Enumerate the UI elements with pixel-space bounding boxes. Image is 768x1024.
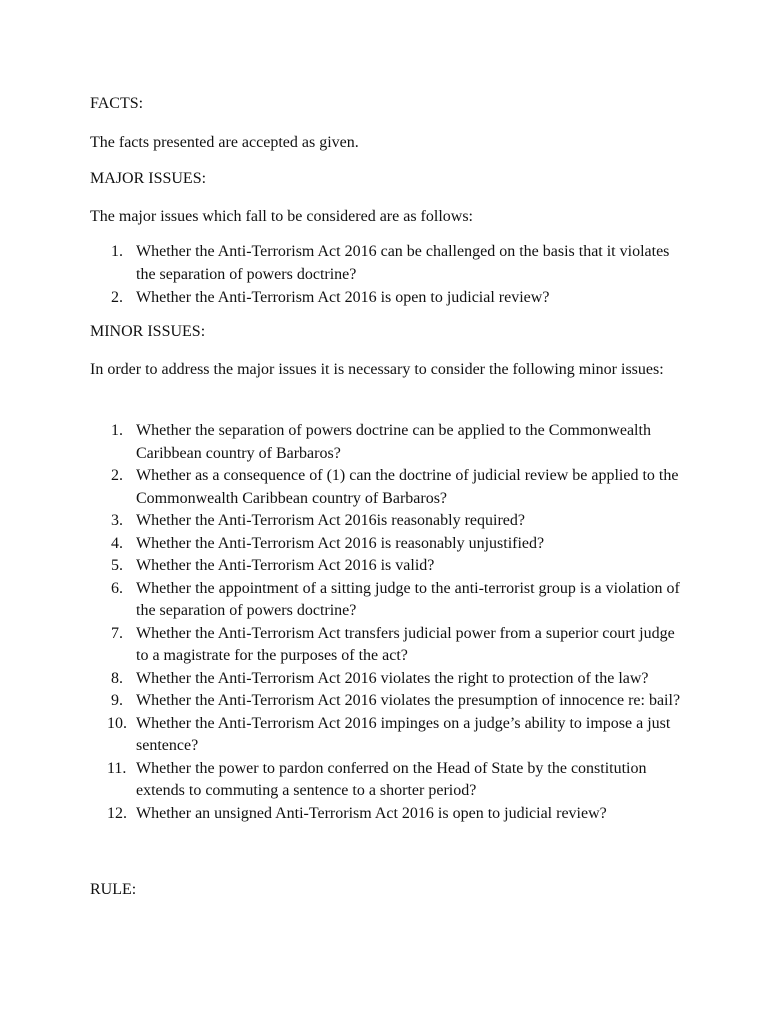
- facts-text: The facts presented are accepted as given.: [90, 134, 359, 151]
- list-item: [90, 465, 690, 510]
- list-item: [90, 690, 690, 713]
- list-item: [90, 286, 690, 309]
- minor-issues-heading: MINOR ISSUES:: [90, 323, 206, 340]
- list-item-number: 3.: [111, 512, 123, 529]
- major-issues-heading: MAJOR ISSUES:: [90, 170, 207, 187]
- list-item-number: 8.: [111, 669, 123, 687]
- list-item-number: 11.: [107, 759, 127, 777]
- list-item-text: Whether the Anti-Terrorism Act 2016is reasonably required?: [136, 512, 525, 529]
- list-item-text: Whether the Anti-Terrorism Act 2016 is reasonably unjustified?: [136, 534, 545, 552]
- list-item-text: Whether the Anti-Terrorism Act transfers judicial power from a superior court judge to a magistrate for the purposes of the act?: [136, 624, 675, 664]
- list-item-number: 12.: [107, 804, 127, 822]
- list-item-number: 9.: [111, 692, 123, 709]
- list-item: [90, 240, 690, 286]
- list-item-number: 6.: [111, 579, 123, 597]
- facts-heading: FACTS:: [90, 95, 144, 112]
- list-item: [90, 420, 690, 465]
- list-item-number: 10.: [107, 714, 127, 732]
- major-issues-intro: The major issues which fall to be considered are as follows:: [90, 208, 473, 225]
- list-item: [90, 533, 690, 556]
- list-item-text: Whether the Anti-Terrorism Act 2016 is open to judicial review?: [136, 289, 550, 306]
- list-item-number: 7.: [111, 624, 123, 642]
- list-item: [90, 758, 690, 803]
- list-item-text: Whether the Anti-Terrorism Act 2016 violates the presumption of innocence re: bail?: [136, 692, 681, 709]
- list-item: [90, 555, 690, 578]
- list-item-number: 5.: [111, 557, 123, 574]
- rule-heading: RULE:: [90, 881, 137, 898]
- list-item-text: Whether the Anti-Terrorism Act 2016 can be challenged on the basis that it violates the separation of powers doctrine?: [136, 243, 670, 283]
- minor-issues-list: [90, 420, 690, 825]
- minor-issues-intro: In order to address the major issues it is necessary to consider the following minor issues:: [90, 361, 664, 378]
- list-item-text: Whether the Anti-Terrorism Act 2016 impinges on a judge’s ability to impose a just sentence?: [136, 714, 671, 754]
- list-item: [90, 803, 690, 826]
- list-item-text: Whether the Anti-Terrorism Act 2016 violates the right to protection of the law?: [136, 669, 649, 687]
- list-item: [90, 713, 690, 758]
- list-item-number: 1.: [111, 422, 123, 439]
- list-item-number: 4.: [111, 534, 123, 552]
- list-item-number: 2.: [111, 289, 123, 306]
- list-item-text: Whether the Anti-Terrorism Act 2016 is valid?: [136, 557, 435, 574]
- list-item: [90, 668, 690, 691]
- list-item-text: Whether the power to pardon conferred on the Head of State by the constitution extends to commuting a sentence to a shorter period?: [136, 759, 647, 799]
- list-item-text: Whether the appointment of a sitting judge to the anti-terrorist group is a violation of the separation of powers doctrine?: [136, 579, 680, 619]
- list-item: [90, 623, 690, 668]
- major-issues-list: [90, 240, 690, 309]
- list-item: [90, 578, 690, 623]
- list-item-text: Whether the separation of powers doctrine can be applied to the Commonwealth Caribbean country of Barbaros?: [136, 422, 651, 462]
- list-item: [90, 510, 690, 533]
- list-item-number: 2.: [111, 467, 123, 484]
- list-item-number: 1.: [111, 243, 123, 260]
- list-item-text: Whether as a consequence of (1) can the doctrine of judicial review be applied to the Commonwealth Caribbean country of Barbaros?: [136, 467, 679, 507]
- list-item-text: Whether an unsigned Anti-Terrorism Act 2016 is open to judicial review?: [136, 804, 607, 822]
